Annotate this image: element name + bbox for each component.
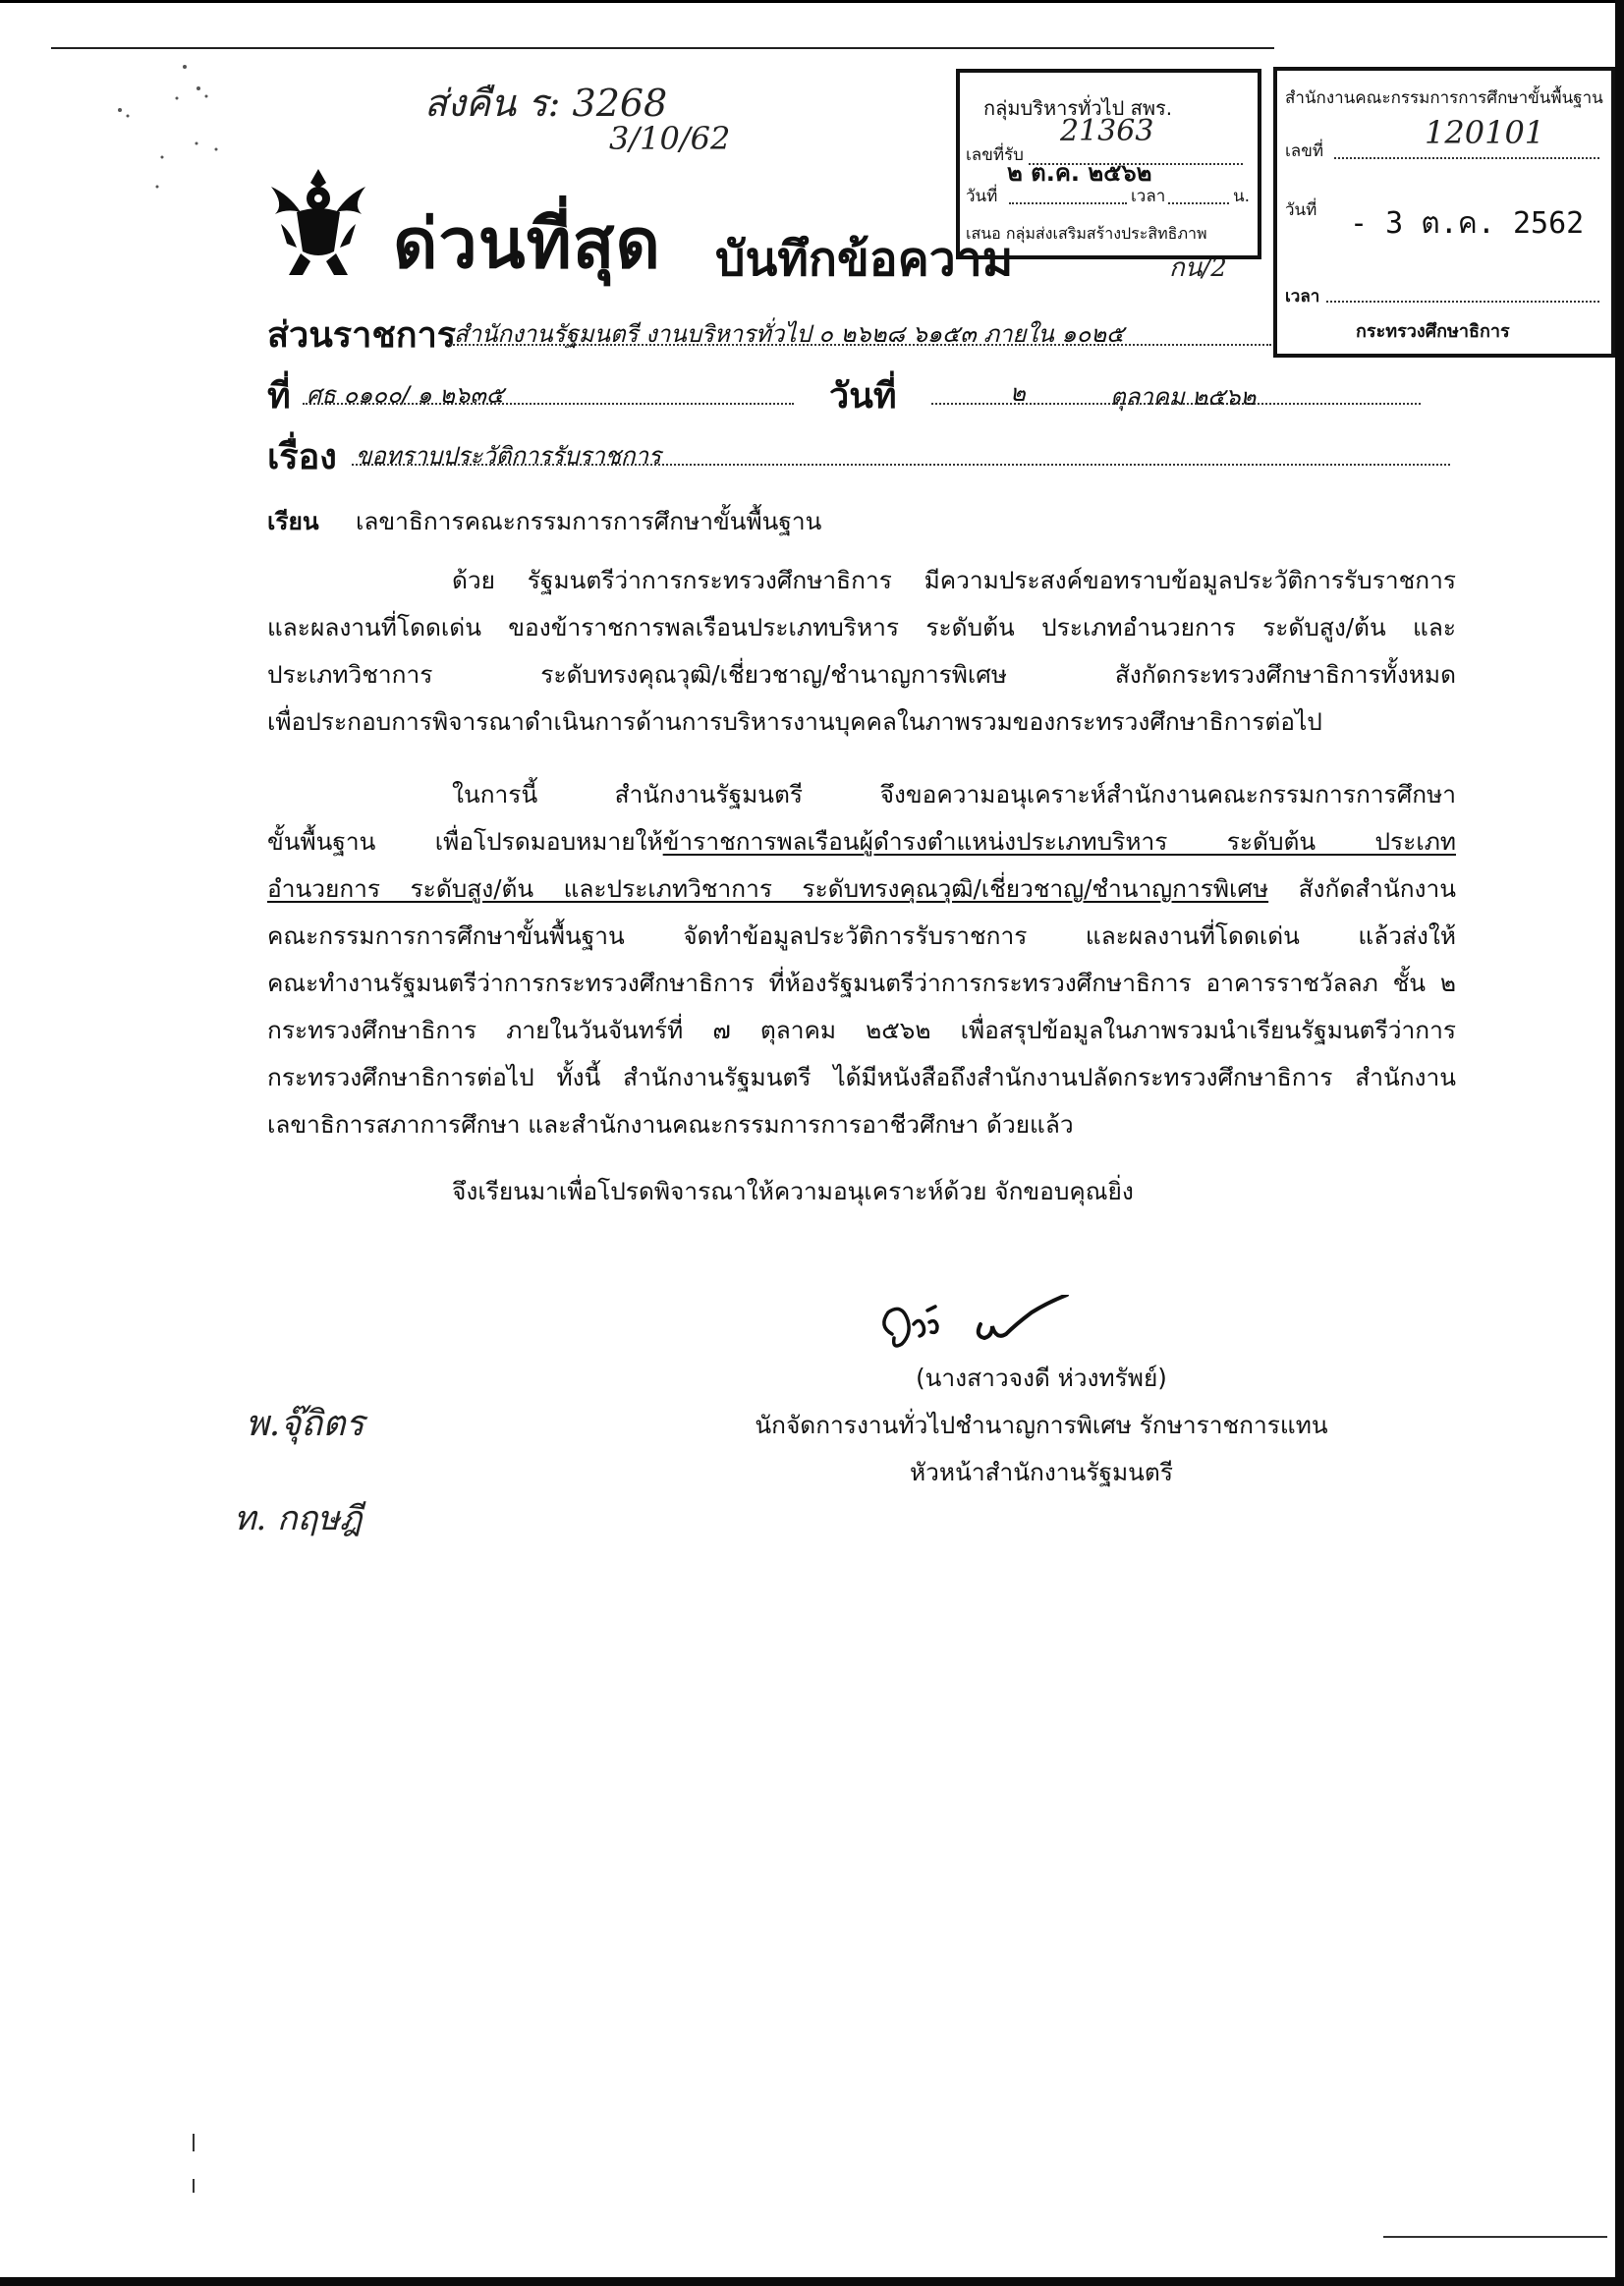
garuda-emblem-icon: [267, 165, 369, 281]
paragraph-2-line-1: ในการนี้ สำนักงานรัฐมนตรี จึงขอความอนุเคราะห์สำนักงานคณะกรรมการการศึกษา: [452, 780, 1456, 808]
ministry-stamp-number: 120101: [1425, 114, 1545, 151]
receive-stamp-forward: เสนอ กลุ่มส่งเสริมสร้างประสิทธิภาพ: [966, 224, 1207, 243]
department-label: ส่วนราชการ: [267, 315, 457, 356]
closing-line: จึงเรียนมาเพื่อโปรดพิจารณาให้ความอนุเคราะห์ด้วย จักขอบคุณยิ่ง: [452, 1177, 1134, 1205]
date-day: ๒: [1010, 379, 1026, 407]
receive-stamp-time-label: เวลา: [1131, 187, 1166, 206]
receive-stamp-number-label: เลขที่รับ: [966, 145, 1024, 165]
footer-rule: [1383, 2236, 1607, 2238]
ministry-stamp-ministry: กระทรวงศึกษาธิการ: [1356, 321, 1510, 342]
paragraph-2-line-7: กระทรวงศึกษาธิการต่อไป ทั้งนี้ สำนักงานรัฐมนตรี ได้มีหนังสือถึงสำนักงานปลัดกระทรวงศึกษาธิการ สำนักงาน: [267, 1063, 1456, 1091]
ministry-stamp-time-rule: [1326, 301, 1599, 303]
paragraph-1-line-2: และผลงานที่โดดเด่น ของข้าราชการพลเรือนประเภทบริหาร ระดับต้น ประเภทอำนวยการ ระดับสูง/ต้น และ: [267, 613, 1456, 641]
scan-bottom-edge: [0, 2277, 1624, 2286]
reference-value: ศธ ๐๑๐๐/ ๑ ๒๖๓๕: [307, 381, 504, 409]
receive-stamp-time-suffix: น.: [1233, 187, 1251, 206]
receive-stamp-time-rule: [1168, 202, 1229, 204]
paragraph-1-line-1: ด้วย รัฐมนตรีว่าการกระทรวงศึกษาธิการ มีความประสงค์ขอทราบข้อมูลประวัติการรับราชการ: [452, 566, 1456, 594]
paragraph-2-line-6: กระทรวงศึกษาธิการ ภายในวันจันทร์ที่ ๗ ตุลาคม ๒๕๖๒ เพื่อสรุปข้อมูลในภาพรวมนำเรียนรัฐมนตรีว่าการ: [267, 1016, 1456, 1044]
signature-name: (นางสาวจงดี ห่วงทรัพย์): [916, 1364, 1167, 1392]
paragraph-2-line-3-plain: สังกัดสำนักงาน: [1268, 874, 1456, 903]
receive-stamp: [956, 69, 1261, 259]
urgent-heading: ด่วนที่สุด: [393, 203, 661, 284]
paragraph-2-line-8: เลขาธิการสภาการศึกษา และสำนักงานคณะกรรมการการอาชีวศึกษา ด้วยแล้ว: [267, 1110, 1074, 1139]
ministry-stamp-date-label: วันที่: [1285, 200, 1317, 220]
salutation-label: เรียน: [267, 507, 319, 535]
paragraph-2-line-2-underlined: ข้าราชการพลเรือนผู้ดำรงตำแหน่งประเภทบริหาร ระดับต้น ประเภท: [662, 827, 1456, 856]
scan-specks: [108, 59, 255, 196]
receive-stamp-date-label: วันที่: [966, 187, 998, 206]
signature-position: นักจัดการงานทั่วไปชำนาญการพิเศษ รักษาราชการแทน: [755, 1411, 1328, 1439]
receive-stamp-date-rule: [1009, 202, 1127, 204]
paragraph-2-line-3: [267, 866, 1456, 912]
paragraph-2-line-5: คณะทำงานรัฐมนตรีว่าการกระทรวงศึกษาธิการ ที่ห้องรัฐมนตรีว่าการกระทรวงศึกษาธิการ อาคารราชวัลลภ ชั้น ๒: [267, 969, 1456, 997]
scan-mark: [193, 2179, 195, 2193]
scan-top-edge: [0, 0, 1624, 3]
ministry-stamp: [1273, 67, 1615, 358]
reference-label: ที่: [267, 376, 291, 417]
paragraph-1-line-3: ประเภทวิชาการ ระดับทรงคุณวุฒิ/เชี่ยวชาญ/ชำนาญการพิเศษ สังกัดกระทรวงศึกษาธิการทั้งหมด: [267, 660, 1456, 689]
memo-title: บันทึกข้อความ: [715, 232, 1014, 287]
salutation-value: เลขาธิการคณะกรรมการการศึกษาขั้นพื้นฐาน: [356, 507, 822, 535]
ministry-stamp-number-rule: [1334, 157, 1599, 159]
date-rule: [931, 403, 1421, 405]
handwritten-routing-date: 3/10/62: [609, 120, 731, 157]
date-label: วันที่: [829, 376, 897, 417]
ministry-stamp-time-label: เวลา: [1285, 287, 1320, 307]
date-month-year: ตุลาคม ๒๕๖๒: [1110, 383, 1257, 411]
receive-stamp-number: 21363: [1060, 114, 1154, 148]
handwritten-code: กน/2: [1169, 253, 1227, 283]
reference-rule: [303, 403, 794, 405]
handwritten-initial-2: ท. กฤษฎี: [234, 1499, 363, 1538]
scan-right-edge: [1615, 0, 1624, 2286]
paragraph-1-line-4: เพื่อประกอบการพิจารณาดำเนินการด้านการบริหารงานบุคคลในภาพรวมของกระทรวงศึกษาธิการต่อไป: [267, 707, 1322, 736]
scan-mark: [193, 2134, 195, 2151]
ministry-stamp-number-label: เลขที่: [1285, 141, 1324, 161]
paragraph-2-line-2: [267, 819, 1456, 864]
ministry-stamp-date: - 3 ต.ค. 2562: [1350, 206, 1585, 241]
paragraph-2-line-2-plain: ขั้นพื้นฐาน เพื่อโปรดมอบหมายให้: [267, 827, 663, 856]
subject-label: เรื่อง: [267, 437, 337, 477]
handwritten-initial-1: พ.จุ๊ถิตร: [246, 1404, 364, 1444]
department-rule: [450, 344, 1271, 346]
ministry-stamp-office: สำนักงานคณะกรรมการการศึกษาขั้นพื้นฐาน: [1285, 88, 1603, 108]
subject-value: ขอทราบประวัติการรับราชการ: [356, 442, 661, 470]
top-rule: [51, 47, 1274, 49]
department-value: สำนักงานรัฐมนตรี งานบริหารทั่วไป ๐ ๒๖๒๘ ๖๑๕๓ ภายใน ๑๐๒๕: [454, 320, 1125, 348]
handwritten-routing-note: ส่งคืน ร: 3268: [424, 82, 668, 125]
subject-rule: [352, 464, 1450, 466]
paragraph-2-line-4: คณะกรรมการการศึกษาขั้นพื้นฐาน จัดทำข้อมูลประวัติการรับราชการ และผลงานที่โดดเด่น แล้วส่งให้: [267, 921, 1456, 950]
receive-stamp-date: ๒ ต.ค. ๒๕๖๒: [1007, 159, 1152, 187]
receive-stamp-group: กลุ่มบริหารทั่วไป สพร.: [983, 96, 1173, 120]
paragraph-2-line-3-underlined: อำนวยการ ระดับสูง/ต้น และประเภทวิชาการ ระดับทรงคุณวุฒิ/เชี่ยวชาญ/ชำนาญการพิเศษ: [267, 874, 1269, 903]
signature-position-2: หัวหน้าสำนักงานรัฐมนตรี: [910, 1458, 1173, 1486]
